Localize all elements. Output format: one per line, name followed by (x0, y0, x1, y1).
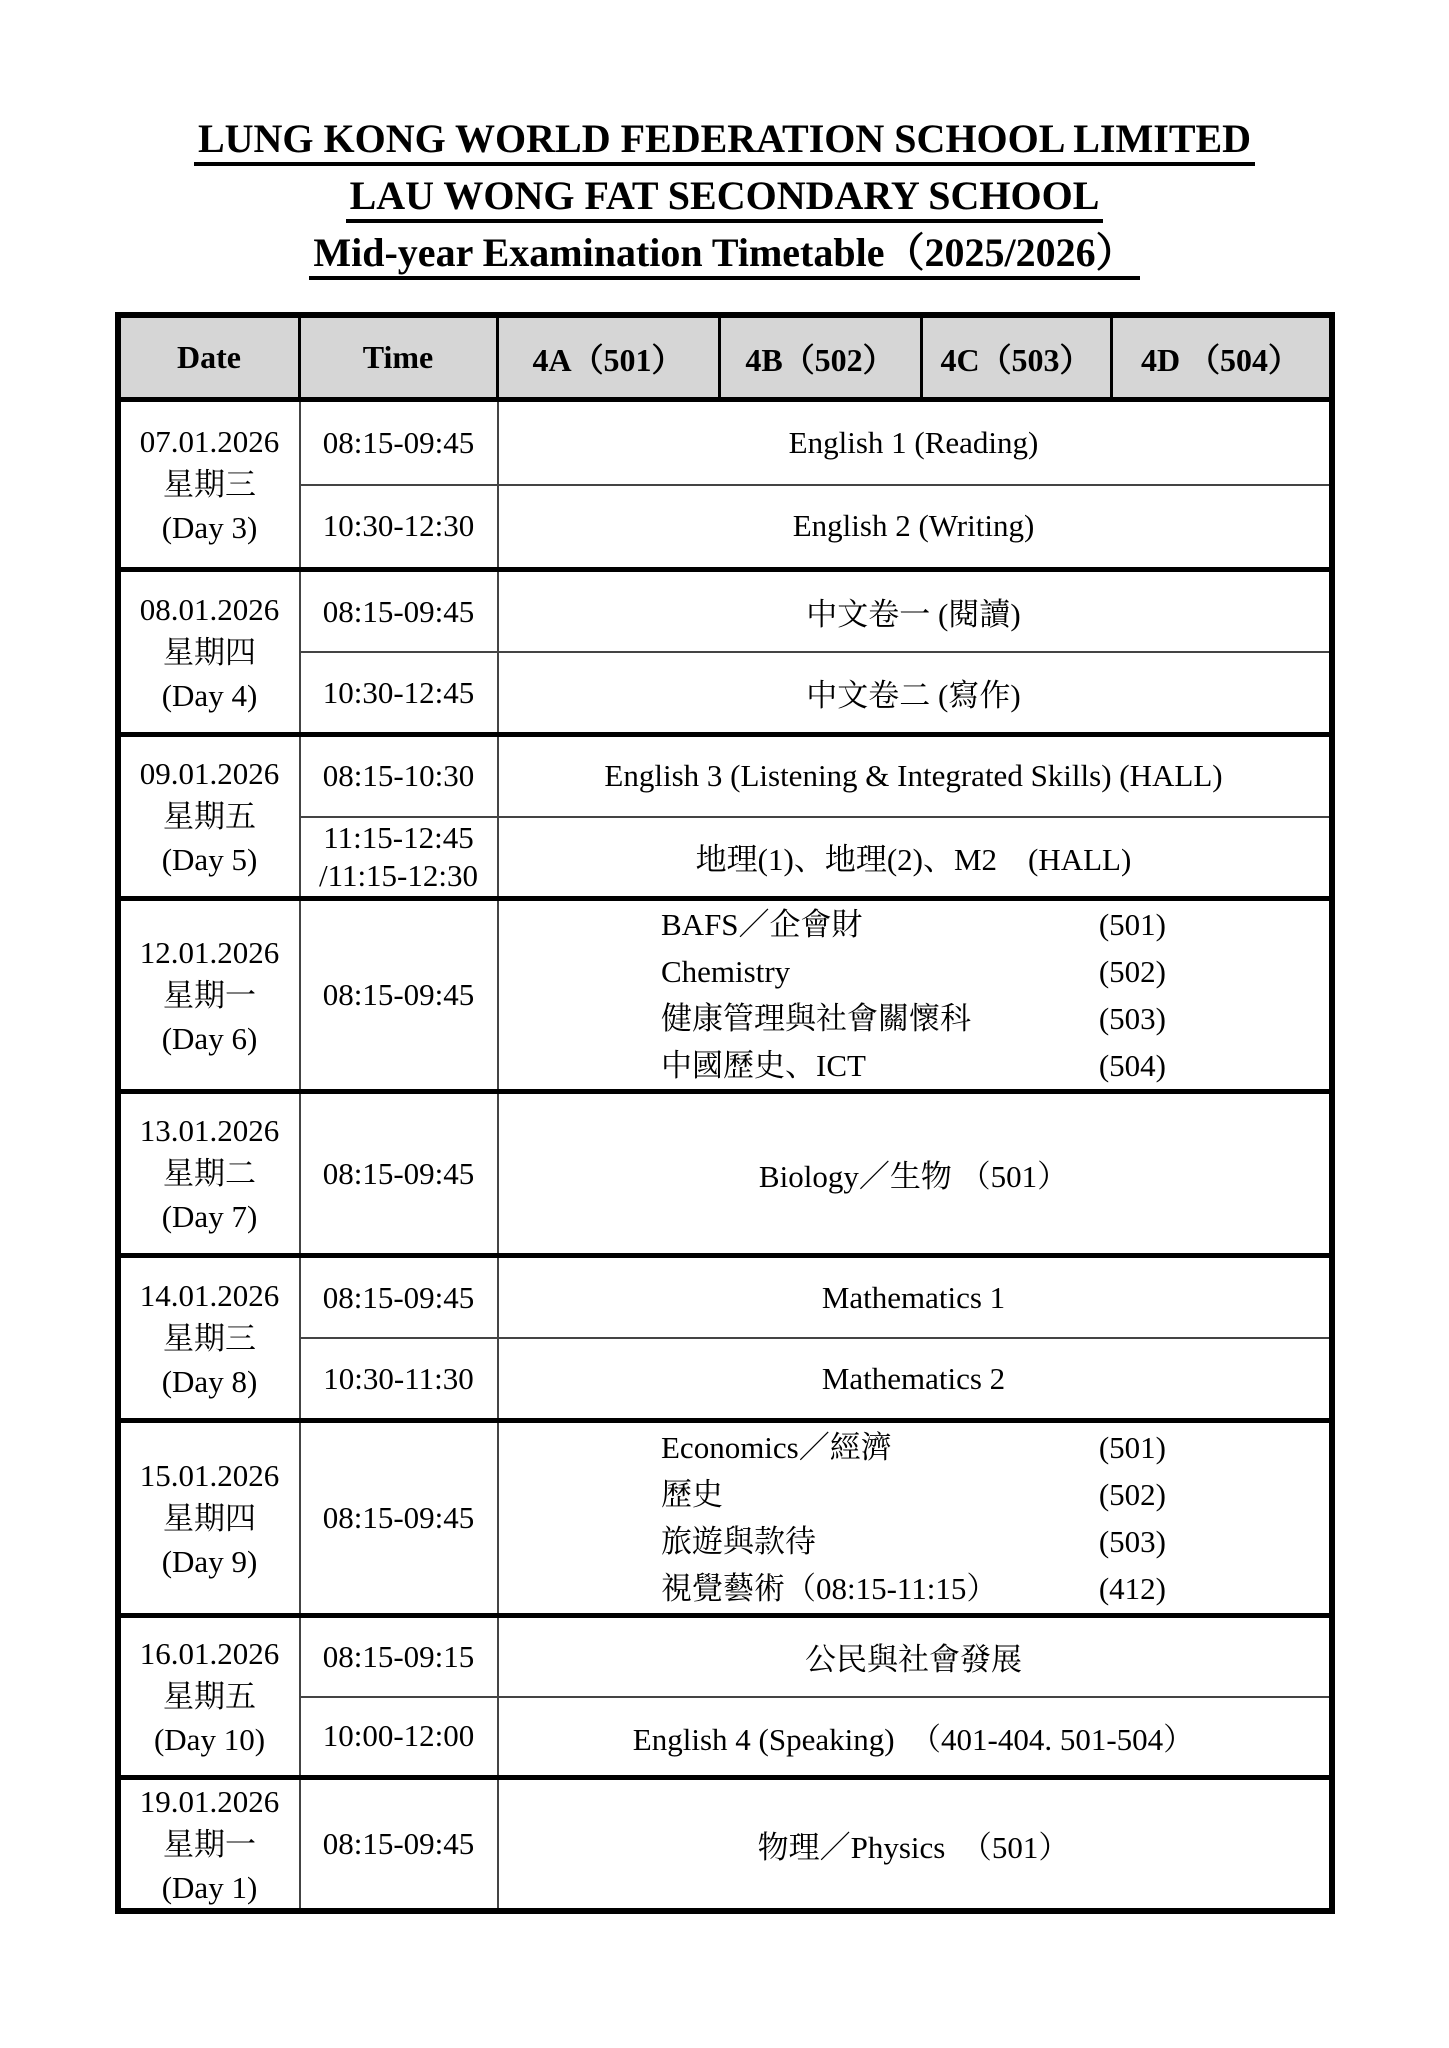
time-line: 08:15-09:45 (322, 1279, 475, 1315)
sessions (301, 901, 1329, 1089)
header-cell-class-4b: 4B（502） (721, 318, 923, 397)
date-line: (Day 1) (161, 1869, 258, 1905)
subject-room: (503) (1098, 1524, 1166, 1559)
time-line: 08:15-09:45 (322, 1500, 475, 1535)
subject-cell (499, 901, 1329, 1089)
date-line: 星期四 (163, 1500, 256, 1536)
subject-list-row (661, 1424, 1166, 1471)
date-line: (Day 8) (161, 1363, 258, 1399)
date-line: 星期五 (163, 1679, 256, 1714)
date-line: 19.01.2026 (139, 1783, 280, 1819)
subject-text: 地理(1)、地理(2)、M2 (HALL) (695, 842, 1132, 878)
date-line: 07.01.2026 (139, 424, 280, 459)
time-line: 08:15-09:45 (322, 1826, 475, 1861)
subject-room: (412) (1098, 1571, 1166, 1606)
subject-list-row (661, 1471, 1166, 1518)
time-line: 10:30-11:30 (323, 1360, 474, 1396)
subject-name: 歷史 (661, 1477, 723, 1512)
subject-list (661, 1424, 1166, 1612)
time-cell (301, 1339, 499, 1418)
subject-room: (502) (1098, 1477, 1166, 1512)
date-cell (121, 1094, 301, 1253)
subject-name: Chemistry (661, 954, 791, 989)
time-line: 11:15-12:45 (323, 819, 474, 855)
time-line: 10:30-12:30 (322, 508, 475, 544)
school-secondary-name-line (0, 175, 1449, 223)
date-line: 14.01.2026 (139, 1277, 280, 1313)
date-line: (Day 3) (161, 510, 258, 545)
subject-cell (499, 653, 1329, 732)
date-line: 星期二 (163, 1156, 256, 1191)
subject-room: (503) (1098, 1001, 1166, 1036)
date-cell (121, 901, 301, 1089)
sessions (301, 737, 1329, 896)
date-cell (121, 1780, 301, 1908)
time-line: 08:15-10:30 (322, 758, 475, 794)
day-group (121, 732, 1329, 896)
day-group (121, 1613, 1329, 1775)
subject-list (661, 901, 1166, 1089)
time-cell (301, 486, 499, 568)
subject-name: 視覺藝術（08:15-11:15） (661, 1571, 998, 1606)
document-header (0, 0, 1449, 280)
subject-room: (501) (1098, 907, 1166, 942)
time-line: /11:15-12:30 (318, 857, 478, 893)
session-row (301, 1337, 1329, 1418)
time-line: 08:15-09:45 (322, 424, 475, 460)
session-row (301, 816, 1329, 897)
school-secondary-name: LAU WONG FAT SECONDARY SCHOOL (346, 175, 1104, 223)
subject-text: Mathematics 2 (821, 1360, 1006, 1396)
time-line: 10:30-12:45 (322, 674, 475, 710)
subject-name: 旅遊與款待 (661, 1524, 816, 1559)
subject-cell (499, 1258, 1329, 1337)
subject-cell (499, 1780, 1329, 1908)
subject-cell (499, 1698, 1329, 1776)
date-cell (121, 1258, 301, 1418)
subject-room: (504) (1098, 1048, 1166, 1083)
time-cell (301, 1780, 499, 1908)
date-cell (121, 737, 301, 896)
subject-cell (499, 402, 1329, 484)
school-name: LUNG KONG WORLD FEDERATION SCHOOL LIMITED (194, 118, 1255, 166)
subject-cell (499, 1339, 1329, 1418)
date-line: 星期一 (163, 977, 256, 1013)
date-line: 星期四 (163, 634, 256, 670)
subject-cell (499, 1618, 1329, 1696)
sessions (301, 1618, 1329, 1775)
time-cell (301, 402, 499, 484)
header-cell-class-4a: 4A（501） (499, 318, 721, 397)
table-header-row (121, 318, 1329, 402)
session-row (301, 1618, 1329, 1696)
day-group (121, 1253, 1329, 1418)
time-cell (301, 1698, 499, 1776)
subject-cell (499, 486, 1329, 568)
subject-list-row (661, 1042, 1166, 1089)
date-line: 13.01.2026 (139, 1113, 280, 1148)
date-line: (Day 9) (161, 1543, 258, 1579)
subject-list-row (661, 995, 1166, 1042)
header-cell-class-4d: 4D （504） (1140, 341, 1301, 378)
date-line: 16.01.2026 (139, 1636, 280, 1671)
session-row (301, 651, 1329, 732)
subject-list-row (661, 948, 1166, 995)
session-row (301, 737, 1329, 816)
session-row (301, 1423, 1329, 1613)
subject-name: 中國歷史、ICT (661, 1048, 866, 1083)
subject-text: 中文卷二 (寫作) (806, 678, 1021, 713)
sessions (301, 402, 1329, 567)
date-cell (121, 1423, 301, 1613)
date-cell (121, 1618, 301, 1775)
session-row (301, 1258, 1329, 1337)
date-line: (Day 5) (161, 842, 258, 877)
header-cell-class-4c: 4C（503） (923, 318, 1113, 397)
subject-name: 健康管理與社會關懷科 (661, 1001, 971, 1036)
session-row (301, 901, 1329, 1089)
time-cell (301, 1423, 499, 1613)
day-group (121, 1775, 1329, 1908)
date-line: 星期五 (163, 799, 256, 834)
date-line: 08.01.2026 (139, 591, 280, 627)
day-group (121, 896, 1329, 1089)
exam-timetable (115, 312, 1335, 1914)
session-row (301, 1696, 1329, 1776)
session-row (301, 484, 1329, 568)
time-cell (301, 818, 499, 897)
subject-text: English 2 (Writing) (792, 508, 1035, 544)
subject-room: (501) (1098, 1430, 1166, 1465)
subject-cell (499, 818, 1329, 897)
time-cell (301, 1618, 499, 1696)
session-row (301, 1094, 1329, 1253)
date-cell (121, 402, 301, 567)
sessions (301, 1094, 1329, 1253)
sessions (301, 1780, 1329, 1908)
time-cell (301, 901, 499, 1089)
subject-text: 物理／Physics （501） (757, 1829, 1070, 1865)
subject-cell (499, 737, 1329, 816)
time-cell (301, 737, 499, 816)
time-line: 10:00-12:00 (322, 1718, 475, 1754)
date-line: 星期一 (163, 1826, 256, 1862)
subject-room: (502) (1098, 954, 1166, 989)
time-cell (301, 1094, 499, 1253)
time-line: 08:15-09:45 (322, 593, 475, 629)
subject-cell (499, 572, 1329, 651)
sessions (301, 572, 1329, 732)
subject-text: Biology／生物 （501） (758, 1159, 1069, 1194)
table-body (121, 402, 1329, 1908)
day-group (121, 402, 1329, 567)
document-title-line (0, 232, 1449, 280)
subject-name: BAFS／企會財 (661, 907, 863, 942)
subject-list-row (661, 1518, 1166, 1565)
subject-text: 中文卷一 (閱讀) (806, 597, 1021, 632)
subject-text: Mathematics 1 (821, 1279, 1006, 1315)
subject-cell (499, 1094, 1329, 1253)
time-cell (301, 653, 499, 732)
school-name-line (0, 118, 1449, 166)
date-line: 15.01.2026 (139, 1457, 280, 1493)
day-group (121, 1089, 1329, 1253)
subject-text: English 3 (Listening & Integrated Skills) (HALL) (604, 758, 1223, 794)
date-line: (Day 7) (161, 1199, 258, 1234)
date-line: (Day 4) (161, 677, 258, 713)
time-cell (301, 1258, 499, 1337)
day-group (121, 1418, 1329, 1613)
time-line: 08:15-09:15 (322, 1638, 475, 1674)
session-row (301, 1780, 1329, 1908)
date-line: 09.01.2026 (139, 756, 280, 791)
day-group (121, 567, 1329, 732)
subject-list-row (661, 901, 1166, 948)
time-line: 08:15-09:45 (322, 977, 475, 1012)
date-line: 星期三 (163, 467, 256, 502)
subject-text: English 1 (Reading) (788, 424, 1039, 460)
header-cell-time: Time (301, 318, 499, 397)
date-cell (121, 572, 301, 732)
session-row (301, 572, 1329, 651)
subject-list-row (661, 1565, 1166, 1612)
time-line: 08:15-09:45 (322, 1155, 475, 1191)
subject-name: Economics／經濟 (661, 1430, 892, 1465)
date-line: 星期三 (163, 1320, 256, 1356)
session-row (301, 402, 1329, 484)
sessions (301, 1423, 1329, 1613)
sessions (301, 1258, 1329, 1418)
date-line: (Day 10) (153, 1722, 266, 1757)
subject-cell (499, 1423, 1329, 1613)
header-cell-date: Date (121, 318, 301, 397)
subject-text: English 4 (Speaking) （401-404. 501-504） (632, 1721, 1195, 1757)
document-title: Mid-year Examination Timetable（2025/2026） (309, 232, 1139, 280)
date-line: 12.01.2026 (139, 934, 280, 970)
time-cell (301, 572, 499, 651)
date-line: (Day 6) (161, 1020, 258, 1056)
subject-text: 公民與社會發展 (805, 1642, 1022, 1678)
